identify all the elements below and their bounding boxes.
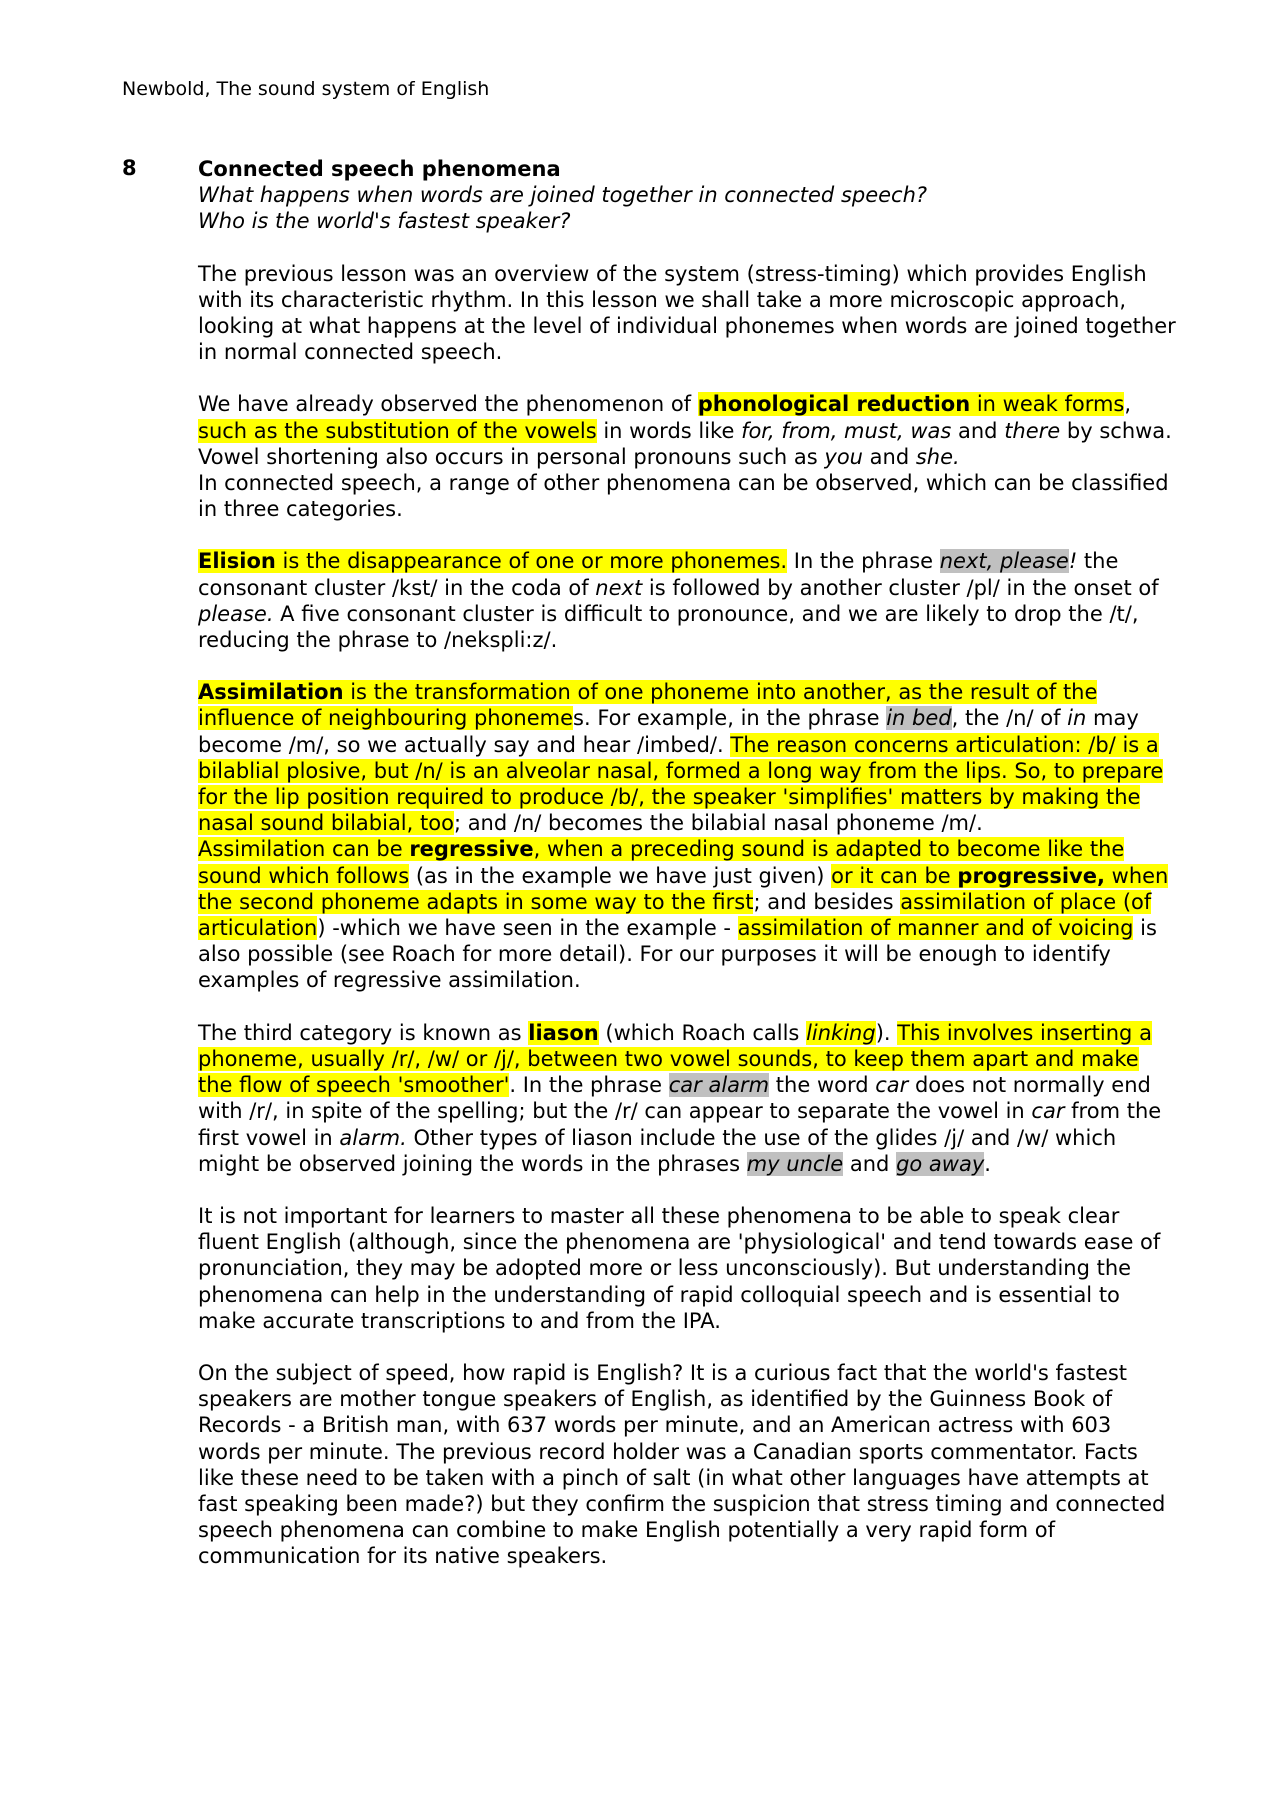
paragraph-liason: The third category is known as liason (which Roach calls linking). This involves inserting a phoneme, usually /r/, /w/ or /j/, between two vowel sounds, to keep them apart and make the flow of speech 'smoother'. In the phrase car alarm the word car does not normally end with /r/, in spite of the spelling; but the /r/ can appear to separate the vowel in car from the first vowel in alarm. Other types of liason include the use of the glides /j/ and /w/ which might be observed joining the words in the phrases my uncle and go away. [198,1020,1162,1176]
term-phonological-reduction: phonological reduction [697,392,971,417]
example-in-bed: in bed [886,706,952,731]
term-regressive: regressive [409,837,534,862]
term-elision: Elision [198,549,276,574]
term-assimilation: Assimilation [198,680,344,705]
section-question-2: Who is the world's fastest speaker? [198,209,571,234]
term-liason: liason [528,1020,599,1045]
page-header: Newbold, The sound system of English [122,78,490,100]
example-go-away: go away [896,1151,985,1176]
term-progressive: progressive, [957,863,1105,888]
example-my-uncle: my uncle [746,1151,844,1176]
section-question-1: What happens when words are joined together in connected speech? [198,183,928,208]
document-body [198,156,1178,1596]
example-next-please: next, please [939,549,1069,574]
section-number: 8 [122,156,137,180]
paragraph-elision: Elision is the disappearance of one or more phonemes. In the phrase next, please! the consonant cluster /kst/ in the coda of next is followed by another cluster /pl/ in the onset of please. A five consonant cluster is difficult to pronounce, and we are likely to drop the /t/, reducing the phrase to /nekspli:z/. [198,549,1159,653]
paragraph-intro: The previous lesson was an overview of the system (stress-timing) which provides English with its characteristic rhythm. In this lesson we shall take a more microscopic approach, looking at what happens at the level of individual phonemes when words are joined together in normal connected speech. [198,261,1176,365]
example-car-alarm: car alarm [668,1073,770,1098]
section-title: Connected speech phenomena [198,157,561,181]
paragraph-learners: It is not important for learners to master all these phenomena to be able to speak clear fluent English (although, since the phenomena are 'physiological' and tend towards ease of pronunciation, they may be adopted more or less unconsciously). But understanding the phenomena can help in the understanding of rapid colloquial speech and is essential to make accurate transcriptions to and from the IPA. [198,1203,1161,1333]
paragraph-reduction: We have already observed the phenomenon of phonological reduction in weak forms, such as the substitution of the vowels in words like for, from, must, was and there by schwa. Vowel shortening also occurs in personal pronouns such as you and she. In connected speech, a range of other phenomena can be observed, which can be classified in three categories. [198,392,1172,522]
paragraph-speed: On the subject of speed, how rapid is English? It is a curious fact that the world's fastest speakers are mother tongue speakers of English, as identified by the Guinness Book of Records - a British man, with 637 words per minute, and an American actress with 603 words per minute. The previous record holder was a Canadian sports commentator. Facts like these need to be taken with a pinch of salt (in what other languages have attempts at fast speaking been made?) but they confirm the suspicion that stress timing and connected speech phenomena can combine to make English potentially a very rapid form of communication for its native speakers. [198,1360,1166,1569]
paragraph-assimilation: Assimilation is the transformation of one phoneme into another, as the result of the influence of neighbouring phonemes. For example, in the phrase in bed, the /n/ of in may become /m/, so we actually say and hear /imbed/. The reason concerns articulation: /b/ is a bilablial plosive, but /n/ is an alveolar nasal, formed a long way from the lips. So, to prepare for the lip position required to produce /b/, the speaker 'simplifies' matters by making the nasal sound bilabial, too; and /n/ becomes the bilabial nasal phoneme /m/. Assimilation can be regressive, when a preceding sound is adapted to become like the sound which follows (as in the example we have just given) or it can be progressive, when the second phoneme adapts in some way to the first; and besides assimilation of place (of articulation) -which we have seen in the example - assimilation of manner and of voicing is also possible (see Roach for more detail). For our purposes it will be enough to identify examples of regressive assimilation. [198,680,1169,993]
